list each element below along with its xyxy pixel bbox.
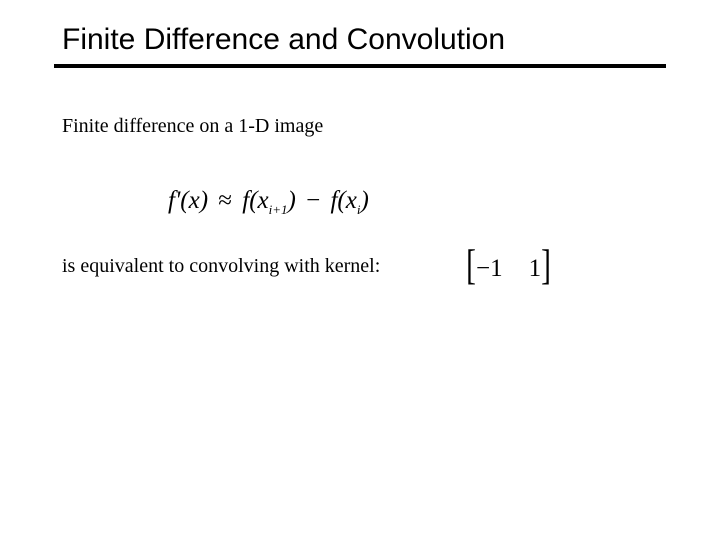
kernel-left-bracket: [: [466, 243, 476, 289]
formula-term1-subscript: i+1: [268, 202, 288, 217]
formula-lhs: f'(x): [168, 187, 209, 214]
formula-term1: $f(x_{i+1})$: [242, 187, 296, 217]
finite-difference-formula: [168, 184, 369, 218]
body-text-line-1: Finite difference on a 1-D image: [62, 115, 324, 137]
formula-term2-subscript: i: [356, 202, 361, 217]
formula-minus-symbol: −: [306, 187, 321, 214]
body-text-line-2: is equivalent to convolving with kernel:: [62, 255, 381, 277]
formula-term2: $f(x_i)$: [330, 187, 369, 217]
title-underline: [54, 64, 666, 68]
kernel-right-bracket: ]: [541, 243, 552, 289]
slide-title: Finite Difference and Convolution: [62, 23, 506, 56]
formula-approx-symbol: ≈: [218, 187, 233, 214]
kernel-value-2: 1: [528, 255, 542, 282]
kernel-matrix: [464, 243, 553, 289]
kernel-value-1: −1: [476, 255, 503, 282]
